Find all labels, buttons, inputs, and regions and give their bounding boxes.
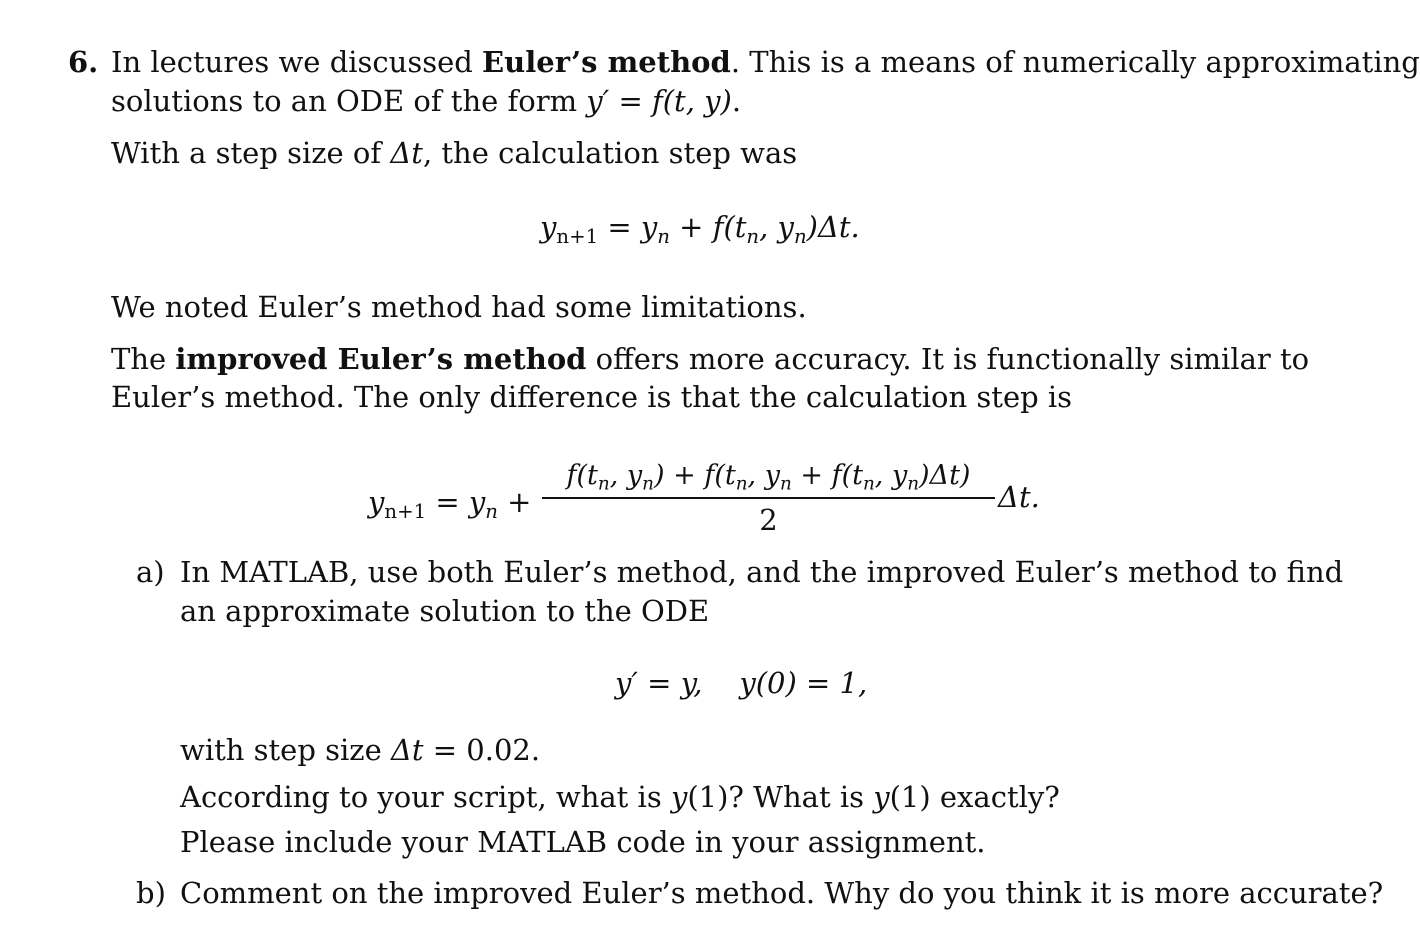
step-size-intro: With a step size of Δt, the calculation step was bbox=[111, 136, 798, 170]
improved-formula-numerator: $f(t_n$, $y_n) + f(t_n$, $y_n + f(t_n$, $y_n)\Delta t$) bbox=[566, 460, 971, 495]
ode-equation: y′ = y, y(0) = 1, bbox=[615, 666, 868, 700]
problem-number: 6. bbox=[68, 45, 99, 79]
ode-form: y′ = f(t, y) bbox=[586, 84, 732, 118]
question-line: According to your script, what is y(1)? What is y(1) exactly? bbox=[180, 780, 1060, 814]
improved-euler-term: improved Euler’s method bbox=[175, 342, 587, 376]
improved-formula-lhs: $y_{n+1} = y_n$ + bbox=[368, 485, 532, 523]
part-b-label: b) bbox=[136, 876, 166, 910]
part-a-line-1: In MATLAB, use both Euler’s method, and the improved Euler’s method to find bbox=[180, 555, 1344, 589]
improved-formula-denominator: 2 bbox=[759, 503, 778, 537]
euler-method-term: Euler’s method bbox=[482, 45, 731, 79]
part-a-line-2: an approximate solution to the ODE bbox=[180, 594, 710, 628]
improved-formula-tail: Δt. bbox=[998, 480, 1040, 514]
limitations-text: We noted Euler’s method had some limitations. bbox=[111, 290, 807, 324]
include-code-line: Please include your MATLAB code in your assignment. bbox=[180, 825, 986, 859]
intro-line-2: solutions to an ODE of the form y′ = f(t, y). bbox=[111, 84, 742, 118]
part-a-label: a) bbox=[136, 555, 165, 589]
intro-line-1: In lectures we discussed Euler’s method. This is a means of numerically approximating bbox=[111, 45, 1420, 79]
step-size-line: with step size Δt = 0.02. bbox=[180, 733, 541, 767]
improved-line-2: Euler’s method. The only difference is that the calculation step is bbox=[111, 380, 1073, 414]
fraction-bar bbox=[542, 497, 995, 499]
part-b-text: Comment on the improved Euler’s method. Why do you think it is more accurate? bbox=[180, 876, 1384, 910]
euler-formula: $y_{n+1} = y_n + f(t_n$, $y_n)\Delta t$. bbox=[540, 210, 860, 248]
improved-line-1: The improved Euler’s method offers more accuracy. It is functionally similar to bbox=[111, 342, 1310, 376]
